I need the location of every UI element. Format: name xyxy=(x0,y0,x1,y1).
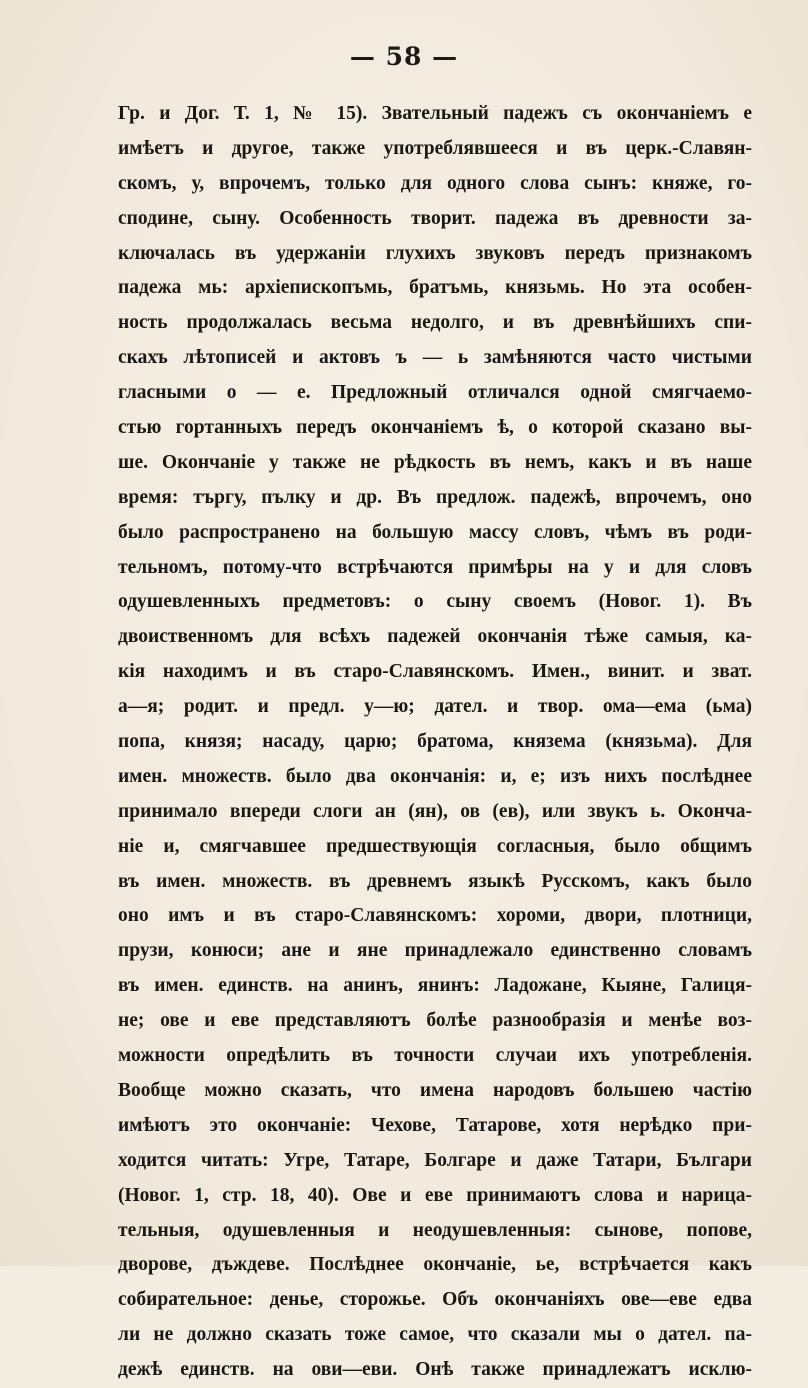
text-line: имѣютъ это окончаніе: Чехове, Татарове, хотя нерѣдко при- xyxy=(118,1114,752,1136)
text-line: стью гортанныхъ передъ окончаніемъ ѣ, о которой сказано вы- xyxy=(118,417,752,439)
text-line: имѣетъ и другое, также употреблявшееся и въ церк.-Славян- xyxy=(118,137,752,159)
text-line: въ имен. единств. на анинъ, янинъ: Ладожане, Кыяне, Галиця- xyxy=(118,975,752,997)
text-line: ключалась въ удержаніи глухихъ звуковъ передъ признакомъ xyxy=(118,242,752,264)
text-line: гласными о — е. Предложный отличался одной смягчаемо- xyxy=(118,382,752,404)
text-line: Гр. и Дог. Т. 1, № 15). Звательный падежъ съ окончаніемъ е xyxy=(118,103,752,124)
text-line: въ имен. множеств. въ древнемъ языкѣ Русскомъ, какъ было xyxy=(118,870,752,892)
text-line: прузи, конюси; ане и яне принадлежало единственно словамъ xyxy=(118,940,752,962)
page-number: — 58 — xyxy=(349,42,459,71)
text-line: не; ове и еве представляютъ болѣе разнообразія и менѣе воз- xyxy=(118,1010,752,1032)
text-line: принимало впереди слоги ан (ян), ов (ев), или звукъ ь. Оконча- xyxy=(118,800,752,822)
text-line: скомъ, у, впрочемъ, только для одного слова сынъ: княже, го- xyxy=(118,172,752,194)
text-line: сподине, сыну. Особенность творит. падежа въ древности за- xyxy=(118,207,752,229)
text-line: было распространено на большую массу словъ, чѣмъ въ роди- xyxy=(118,521,752,543)
text-line: ходится читать: Угре, Татаре, Болгаре и даже Татари, Българи xyxy=(118,1149,752,1171)
text-line: ность продолжалась весьма недолго, и въ древнѣйшихъ спи- xyxy=(118,312,752,334)
text-line: ли не должно сказать тоже самое, что сказали мы о дател. па- xyxy=(118,1324,752,1346)
text-line: собирательное: денье, сторожье. Объ окончаніяхъ ове—еве едва xyxy=(118,1289,752,1311)
text-line: попа, князя; насаду, царю; братома, княземa (князьма). Для xyxy=(118,731,752,753)
text-line: можности опредѣлить въ точности случаи ихъ употребленія. xyxy=(118,1045,752,1067)
text-line: тельномъ, потому-что встрѣчаются примѣры на у и для словъ xyxy=(118,556,752,578)
body-text xyxy=(118,97,752,1388)
text-line: ше. Окончаніе у также не рѣдкость въ немъ, какъ и въ наше xyxy=(118,451,752,473)
text-line: падежа мь: архіепископъмь, братъмь, князьмь. Но эта особен- xyxy=(118,277,752,299)
text-line: (Новог. 1, стр. 18, 40). Ове и еве принимаютъ слова и нарица- xyxy=(118,1184,752,1206)
text-line: одушевленныхъ предметовъ: о сыну своемъ (Новог. 1). Въ xyxy=(118,591,752,613)
text-line: дворове, дъждеве. Послѣднее окончаніе, ье, встрѣчается какъ xyxy=(118,1254,752,1276)
text-line: тельныя, одушевленныя и неодушевленныя: сынове, попове, xyxy=(118,1219,752,1241)
text-line: скахъ лѣтописей и актовъ ъ — ь замѣняются часто чистыми xyxy=(118,347,752,369)
text-line: имен. множеств. было два окончанія: и, е; изъ нихъ послѣднее xyxy=(118,765,752,787)
text-line: ніе и, смягчавшее предшествующія согласныя, было общимъ xyxy=(118,835,752,857)
text-line: кія находимъ и въ старо-Славянскомъ. Имен., винит. и зват. xyxy=(118,661,752,683)
text-line: двоиственномъ для всѣхъ падежей окончанія тѣже самыя, ка- xyxy=(118,626,752,648)
text-line: оно имъ и въ старо-Славянскомъ: хороми, двори, плотници, xyxy=(118,905,752,927)
text-line: время: търгу, пълку и др. Въ предлож. падежѣ, впрочемъ, оно xyxy=(118,486,752,508)
text-line: Вообще можно сказать, что имена народовъ большею частію xyxy=(118,1079,752,1101)
text-line: дежѣ единств. на ови—еви. Онѣ также принадлежатъ исклю- xyxy=(118,1359,752,1381)
text-line: а—я; родит. и предл. у—ю; дател. и твор. ома—ема (ьма) xyxy=(118,696,752,718)
